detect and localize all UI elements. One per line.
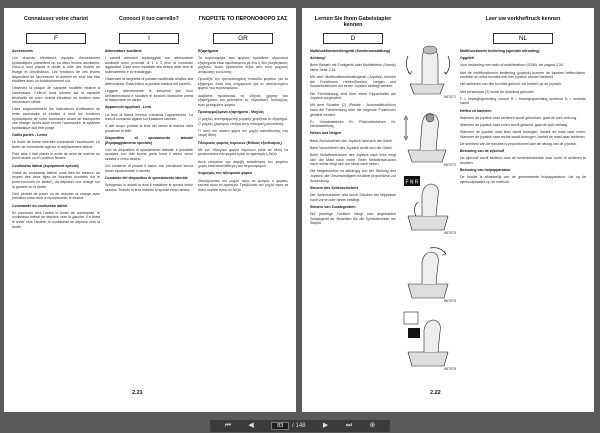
- previous-page-button[interactable]: ◀: [248, 422, 254, 429]
- column-greek: [198, 16, 288, 369]
- section-heading: Achtung!: [310, 56, 326, 61]
- paragraph: Met schakelaar (2) wordt de rijrichting gekozen:: [460, 89, 535, 94]
- paragraph: F= Vorwärtsfahren R= Rückwärtsfahren N= Neutralstellung: [310, 119, 396, 129]
- column-header: Conosci il tuo carrello?: [119, 16, 179, 22]
- zoom-icon[interactable]: ⊕: [369, 422, 376, 429]
- section-heading: Attrezzature ausiliarie: [105, 49, 142, 53]
- column-header: Lernen Sie Ihren Gabelstapler kennen: [314, 16, 392, 28]
- joystick-figure-2: [400, 104, 456, 166]
- page-navigation-toolbar: [210, 420, 390, 432]
- section-heading: Εξαρτήματα: [198, 49, 218, 53]
- language-tag: NL: [493, 33, 553, 44]
- language-tag: I: [119, 33, 179, 44]
- paragraph: Grâce au coulisseau latéral, vous êtes en mesure, au moyen des deux tiges de fourches montées sur le porte-fourches (le tablier), de déplacer une charge sur la gauche ou la droite.: [12, 170, 100, 189]
- column-text: [12, 49, 100, 369]
- joystick-illustration: [400, 308, 456, 370]
- column-german: [310, 16, 396, 369]
- svg-text:F N R: F N R: [405, 179, 419, 186]
- paragraph: Osservare la targhetta di portata modificata relativa alla attrezzatura. Essa indica la portata residua del carrello.: [105, 77, 193, 86]
- column-italian: [105, 16, 193, 369]
- section-heading: Besturing van hulpapparatuur: [460, 168, 511, 172]
- paragraph: De snelheid van de functies is proportioneel aan de uitslag van de joystick.: [460, 141, 578, 146]
- paragraph: Mit dem Multifunktionsbediengerät (Joystick) können die Funktionen Heben/Senken, Neigen und Zusatzfunktionen mit einem Joystick betätigt werden.: [310, 75, 396, 89]
- section-heading: Heffen en kantelen: [460, 108, 492, 113]
- paragraph: Die Neigefunktion ist abhängig von der Stellung des Joystick; die Geschwindigkeit ist dabei proportional zur Auslenkung.: [310, 169, 396, 183]
- column-french: [12, 16, 100, 369]
- paragraph: Ceci permet de poser ou de déposer la charge avec précision sans avoir à repositionner le chariot.: [12, 191, 100, 201]
- paragraph: Με τον πλευρικό φορέα περονών είστε σε θέση να μετατοπίσετε ένα φορτίο προς τα αριστερά ή δεξιά.: [198, 147, 288, 157]
- paragraph: Σπρώχνοντας τον μοχλό προς τα εμπρός ο φορέας κινείται προς τα αριστερά. Τραβώντας τον μοχλό προς τα πίσω κινείται προς τα δεξιά.: [198, 178, 288, 192]
- paragraph: Ciò consente di posare il carico con precisione senza dover riposizionare il carrello.: [105, 164, 193, 173]
- paragraph: Γι' αυτό τον σκοπό φέρτε τον μοχλό κατεύθυνσης στη νεκρή θέση.: [198, 128, 288, 138]
- joystick-illustration: [400, 240, 456, 302]
- paragraph: A tale scopo portare la leva del senso di marcia nella posizione di folle.: [105, 124, 193, 133]
- last-page-button[interactable]: ⏭: [345, 422, 353, 429]
- joystick-illustration: [400, 36, 456, 98]
- section-heading: Προσαρμοζόμενα εξαρτήματα - Μοχλός: [198, 109, 265, 114]
- joystick-figure-1: [400, 36, 456, 98]
- paragraph: Le levier de forme inversée commande l'accessoire. Le levier de commande agit sur le déplacement latéral.: [12, 140, 100, 149]
- paragraph: Voor bediening met radio of mobiltelefoon (GSM), zie pagina 2.34.: [460, 63, 564, 68]
- page-number: 2.22: [430, 390, 441, 396]
- section-heading: Multifunktionsbediengerät (Sonderausstattung): [310, 49, 391, 53]
- column-text: [460, 49, 586, 369]
- paragraph: Con un dispositivo di spostamento laterale, è possibile spostare con due forche porta forca il carico verso sinistra o verso destra.: [105, 147, 193, 162]
- paragraph: Het activeren van alle functies gebeurt via toetsen op de joystick.: [460, 82, 562, 87]
- section-heading: Commande du coulisseau latéral: [12, 203, 68, 208]
- paragraph: De functie is afhankelijk van de gemonteerde hulpapparatuur. Let op de symboolplaatjes op de heftruck.: [460, 175, 586, 184]
- joystick-figure-5: [400, 308, 456, 370]
- paragraph: Mit dem Schalter (2) (Pedale - Automatikfunktion) kann die Fahrtrichtung über die folgende Funktionen gewählt werden:: [310, 103, 396, 117]
- paragraph: Met de multifunctionele bediening (joystick) kunnen de functies heffen/dalen, kantelen en extra functies met één joystick worden bediend.: [460, 70, 586, 80]
- paragraph: Beim Zurückziehen des Joystick hebt sich die Gabel.: [310, 138, 393, 143]
- paragraph: Διαβάστε προσεκτικά τις οδηγίες χρήσης του εξαρτήματος και μελετήστε τις υδραυλικές λειτουργίες πριν μεταφέρετε φορτίο.: [198, 93, 288, 107]
- paragraph: La leva di forma inversa comanda l'apparecchio. La leva di comando agisce sul traslatore laterale.: [105, 112, 193, 122]
- total-pages: / 148: [292, 423, 306, 429]
- paragraph: Wanneer de joystick naar voren wordt geduwd, gaat de vork omlaag.: [460, 122, 568, 127]
- right-page: [302, 8, 594, 412]
- figure-code: 967071: [444, 95, 456, 99]
- column-text: [198, 49, 288, 369]
- column-header: Connaissez votre chariot: [23, 16, 89, 22]
- section-heading: Steuern von Zusatzgeräten: [310, 204, 356, 209]
- paragraph: I carrelli elevatori equipaggiati con attrezzature ausiliarie sono provvisti di 1 o 2 leve di comando aggiuntive. Esse sono installate alla destra delle leve di sollevamento e di brandeggio.: [105, 56, 193, 74]
- section-heading: Multifunctionele bediening (speciale uitrusting): [460, 49, 540, 53]
- paragraph: Beim Betrieb mit Funkgerät oder Mobiltelefon (Handy) siehe Seite 2.34.: [310, 63, 396, 72]
- paragraph: Die jeweilige Funktion hängt vom angebauten Zusatzgerät ab. Beachten Sie die Symbolschilder am Stapler.: [310, 211, 396, 226]
- section-heading: Dispositivo di spostamento laterale (Equipaggiamento speciale): [105, 136, 193, 145]
- paragraph: Wanneer de joystick naar achteren wordt getrokken, gaat de vork omhoog.: [460, 115, 578, 120]
- column-header: ΓΝΩΡΙΣΤΕ ΤΟ ΠΕΡΟΝΟΦΟΡΟ ΣΑΣ: [198, 16, 288, 22]
- paragraph: Der Seitenschieber wird durch Drücken der Wipptaste nach vorne oder hinten betätigt.: [310, 192, 396, 202]
- paragraph: Beim Vorschieben des Joystick senkt sich die Gabel.: [310, 145, 393, 150]
- section-heading: Outils portés - Levier: [12, 132, 48, 137]
- next-page-button[interactable]: ▶: [322, 422, 329, 429]
- figure-code: 967075: [444, 367, 456, 371]
- column-dutch: [460, 16, 586, 369]
- paragraph: Lisez soigneusement les instructions d'utilisation de cette accessoire et étudiez à fond les fonctions hydrauliques de votre accessoire avant de transporter une charge. Après avoir monté l'accessoire, le système hydraulique doit être purgé.: [12, 107, 100, 130]
- language-tag: GR: [213, 33, 273, 44]
- paragraph: Wanneer de joystick naar links wordt bewogen, kantelt de mast naar voren. Wanneer de joystick naar rechts wordt bewogen, kantelt de mast naar achteren.: [460, 130, 586, 139]
- paragraph: Αυτό επιτρέπει την ακριβή τοποθέτηση του φορτίου χωρίς επανατοποθέτηση του περονοφόρου.: [198, 159, 288, 169]
- section-heading: Coulisseau latéral (équipement spécial): [12, 163, 79, 168]
- section-heading: Steuern des Seitenschiebers: [310, 185, 359, 190]
- joystick-illustration: [400, 104, 456, 166]
- page-indicator: [271, 422, 305, 430]
- column-text: [310, 49, 396, 369]
- column-header: Leer uw vorkheftruck kennen: [485, 16, 561, 22]
- left-page: [4, 8, 296, 412]
- column-text: [105, 49, 193, 369]
- figure-code: 967073: [444, 231, 456, 235]
- paragraph: Ο μοχλός ανεστραμμένης μορφής χειρίζεται το εξάρτημα. Ο μοχλός χειρισμού επιδρά στην πλευρική μετατόπιση.: [198, 117, 288, 126]
- figure-code: 967072: [444, 163, 456, 167]
- paragraph: De zijschuif wordt bediend door de tuimelschakelaar naar voren of achteren te drukken.: [460, 156, 586, 165]
- figure-code: 967074: [444, 299, 456, 303]
- section-heading: Accessoires: [12, 49, 33, 53]
- page-number-input[interactable]: 83: [271, 422, 289, 430]
- section-heading: Χειρισμός του πλευρικού φορέα: [198, 171, 252, 176]
- paragraph: Les chariots élévateurs équipés d'accessoires hydrauliques possèdent un ou deux leviers auxiliaires. Ceux-ci sont placés à droite à côté des leviers de levage et d'inclinaison. Les fonctions de ces leviers dépendent de l'accessoire et doivent en tous cas être étudiées avec un fonctionnement sûr.: [12, 56, 100, 84]
- section-heading: Πλευρικός φορέας περονών (Ειδικός εξοπλισμός): [198, 140, 282, 145]
- section-heading: Heben und Neigen: [310, 131, 342, 136]
- paragraph: En poussant vers l'avant le levier de commande, le coulisseau latéral se déplace vers la gauche. En tirant le levier vers l'arrière, le coulisseau se déplace vers la droite.: [12, 210, 100, 229]
- joystick-figure-4: [400, 240, 456, 302]
- paragraph: Spingendo in avanti la leva il traslatore si sposta verso sinistra. Tirando la leva indietro si sposta verso destra.: [105, 183, 193, 192]
- paragraph: Observez la plaque de capacité modifiée relative à l'accessoire. Celle-ci vous informe sur la capacité résiduelle de votre chariot élévateur en relation avec l'accessoire utilisé.: [12, 86, 100, 105]
- paragraph: Τα περονοφόρα που φέρουν πρόσθετα υδραυλικά εξαρτήματα είναι εφοδιασμένα με ένα ή δύο βοηθητικούς μοχλούς. Αυτοί βρίσκονται δεξιά από τους μοχλούς ανύψωσης και κλίσης.: [198, 56, 288, 74]
- page-number: 2.21: [132, 390, 143, 396]
- joystick-figure-3: [400, 172, 456, 234]
- paragraph: Beim Seitwärtsdrücken des Joystick nach links neigt sich der Mast nach vorne. Beim Seitwärtsdrücken nach rechts neigt sich der Mast nach hinten.: [310, 153, 396, 167]
- paragraph: Προσέξτε την τροποποιημένη πινακίδα φορτίου για το εξάρτημα. Αυτή σας ενημερώνει για το υπολειπόμενο φορτίο του περονοφόρου.: [198, 77, 288, 91]
- paragraph: F = bewegingsrichting vooruit R = bewegingsrichting achteruit N = neutrale stand: [460, 96, 586, 106]
- section-heading: Besturing van de zijschuif: [460, 149, 504, 154]
- section-heading: Opgelet!: [460, 56, 475, 61]
- joystick-illustration: [400, 172, 456, 234]
- first-page-button[interactable]: ⏮: [224, 422, 231, 429]
- language-tag: D: [323, 33, 383, 44]
- paragraph: Leggere attentamente le istruzioni per l'uso dell'attrezzatura e studiare le funzioni idrauliche prima di trasportare un carico.: [105, 88, 193, 103]
- paragraph: Die Fahrtrichtung wird über einen Kippschalter am Joystick vorgewählt.: [310, 91, 396, 101]
- paragraph: Pour cela, il faut placer le levier de sens de marche au point neutre ou en position Neutre.: [12, 151, 100, 161]
- section-heading: Apparecchi applicati - Leva: [105, 105, 151, 110]
- section-heading: Comando del dispositivo di spostamento laterale: [105, 176, 188, 180]
- language-tag: F: [26, 33, 86, 44]
